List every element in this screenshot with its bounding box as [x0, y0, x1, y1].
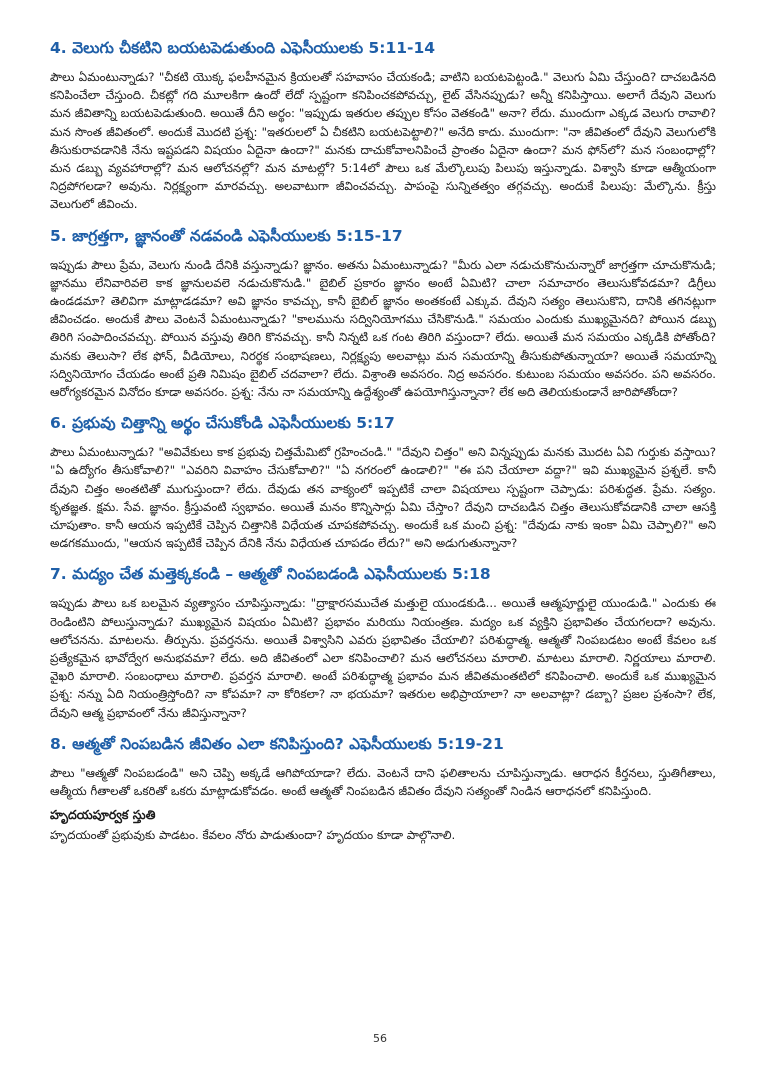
section-heading: 6. ప్రభువు చిత్తాన్ని అర్థం చేసుకోండి ఎఫెసీయులకు 5:17 [50, 414, 395, 433]
section-6 [50, 413, 716, 552]
section-paragraph: పౌలు "ఆత్మతో నింపబడండి" అని చెప్పి అక్కడే ఆగిపోయాడా? లేదు. వెంటనే దాని ఫలితాలను చూపిస్తున్నాడు. ఆరాధన కీర్తనలు, స్తుతిగీతాలు, ఆత్మీయ గీతాలతో ఒకరితో ఒకరు మాట్లాడుకోవడం. అంటే ఆత్మతో నింపబడిన జీవితం దేవుని సత్యంతో నిండిన ఆరాధనలో కనిపిస్తుంది. [50, 765, 716, 799]
section-heading: 8. ఆత్మతో నింపబడిన జీవితం ఎలా కనిపిస్తుంది? ఎఫెసీయులకు 5:19-21 [50, 734, 504, 753]
section-paragraph: ఇప్పుడు పౌలు ప్రేమ, వెలుగు నుండి దేనికి వస్తున్నాడు? జ్ఞానం. అతను ఏమంటున్నాడు? "మీరు ఎలా నడుచుకొనుచున్నారో జాగ్రత్తగా చూచుకొనుడి; జ్ఞానము లేనివారివలె కాక జ్ఞానులవలె నడుచుకొనుడి." బైబిల్ ప్రకారం జ్ఞానం అంటే ఏమిటి? చాలా సమాచారం తెలుసుకోవడమా? డిగ్రీలు ఉండడమా? తెలివిగా మాట్లాడడమా? అవి జ్ఞానం కావచ్చు, కానీ బైబిల్ జ్ఞానం అంతకంటే ఎక్కువ. దేవుని సత్యం తెలుసుకొని, దానికి తగినట్లుగా జీవించడం. అందుకే పౌలు వెంటనే ఏమంటున్నాడు? "కాలమును సద్వినియోగము చేసికొనుడి." సమయం ఎందుకు ముఖ్యమైనది? పోయిన డబ్బు తిరిగి సంపాదించవచ్చు. పోయిన వస్తువు తిరిగి కొనవచ్చు. కానీ నిన్నటి ఒక గంట తిరిగి వస్తుందా? లేదు. అయితే మన సమయం ఎక్కడికి పోతోంది? మనకు తెలుసా? లేక ఫోన్, వీడియోలు, నిరర్థక సంభాషణలు, నిర్లక్ష్యపు అలవాట్లు మన సమయాన్ని తీసుకుపోతున్నాయా? అయితే సమయాన్ని సద్వినియోగం చేయడం అంటే ప్రతి నిమిషం బైబిల్ చదవాలా? లేదు. విశ్రాంతి అవసరం. నిద్ర అవసరం. కుటుంబ సమయం అవసరం. పని అవసరం. ఆరోగ్యకరమైన వినోదం కూడా అవసరం. ప్రశ్న: నేను నా సమయాన్ని ఉద్దేశ్యంతో ఉపయోగిస్తున్నానా? లేక అది తెలియకుండానే జారిపోతోందా? [50, 257, 716, 400]
section-paragraph: పౌలు ఏమంటున్నాడు? "చీకటి యొక్క ఫలహీనమైన క్రియలతో సహవాసం చేయకండి; వాటిని బయటపెట్టండి." వెలుగు ఏమి చేస్తుంది? దాచబడినది కనిపించేలా చేస్తుంది. చీకట్లో గది మూలకిగా ఉందో లేదో స్పష్టంగా కనిపించకపోవచ్చు, లైట్ వేసినప్పుడు? అన్నీ కనిపిస్తాయి. అలాగే దేవుని వెలుగు మన జీవితాన్ని బయటపెడుతుంది. అయితే దీని అర్థం: "ఇప్పుడు ఇతరుల తప్పుల కోసం వెతకండి" అనా? లేదు. ముందుగా ఎక్కడ వెలుగు రావాలి? మన సొంత జీవితంలో. అందుకే మొదటి ప్రశ్న: "ఇతరులలో ఏ చీకటిని బయటపెట్టాలి?" అనేది కాదు. ముందుగా: "నా జీవితంలో దేవుని వెలుగులోకి తీసుకురావడానికి నేను ఇష్టపడని విషయం ఏదైనా ఉందా?" మనకు దాచుకోవాలనిపించే ప్రాంతం ఏదైనా ఉందా? మన ఫోన్‌లో? మన సంబంధాల్లో? మన డబ్బు వ్యవహారాల్లో? మన ఆలోచనల్లో? మన మాటల్లో? 5:14లో పౌలు ఒక మేల్కొలుపు పిలుపు ఇస్తున్నాడు. విశ్వాసి కూడా ఆత్మీయంగా నిద్రపోగలడా? అవును. నిర్లక్ష్యంగా మారవచ్చు. అలవాటుగా జీవించవచ్చు. పాపంపై సున్నితత్వం తగ్గవచ్చు. అందుకే పిలుపు: మేల్కొను. క్రీస్తు వెలుగులో జీవించు. [50, 70, 716, 212]
section-4 [50, 38, 716, 214]
subsection-paragraph: హృదయంతో ప్రభువుకు పాడటం. కేవలం నోరు పాడుతుందా? హృదయం కూడా పాల్గొనాలి. [50, 828, 456, 843]
section-paragraph: ఇప్పుడు పౌలు ఒక బలమైన వ్యత్యాసం చూపిస్తున్నాడు: "ద్రాక్షారసముచేత మత్తులై యుండకుడి... అయితే ఆత్మపూర్ణులై యుండుడి." ఎందుకు ఈ రెండింటిని పోలుస్తున్నాడు? ముఖ్యమైన విషయం ఏమిటి? ప్రభావం మరియు నియంత్రణ. మద్యం ఒక వ్యక్తిని ప్రభావితం చేయగలదా? అవును. ఆలోచనను. మాటలను. తీర్పును. ప్రవర్తనను. అయితే విశ్వాసిని ఎవరు ప్రభావితం చేయాలి? పరిశుద్ధాత్మ. ఆత్మతో నింపబడటం అంటే కేవలం ఒక ప్రత్యేకమైన భావోద్వేగ అనుభవమా? లేదు. అది జీవితంలో ఎలా కనిపించాలి? మన ఆలోచనలు మారాలి. మాటలు మారాలి. నిర్ణయాలు మారాలి. వైఖరి మారాలి. సంబంధాలు మారాలి. ప్రవర్తన మారాలి. అంటే పరిశుద్ధాత్మ ప్రభావం మన జీవితమంతటిలో కనిపించాలి. అందుకే ఒక ముఖ్యమైన ప్రశ్న: నన్ను ఏది నియంత్రిస్తోంది? నా కోపమా? నా కోరికలా? నా భయమా? ఇతరుల అభిప్రాయాలా? నా అలవాట్లా? డబ్బా? ప్రజల ప్రశంసా? లేక, దేవుని ఆత్మ ప్రభావంలో నేను జీవిస్తున్నానా? [50, 596, 716, 720]
page-number: 56 [373, 1032, 387, 1045]
section-7 [50, 564, 716, 721]
section-heading: 5. జాగ్రత్తగా, జ్ఞానంతో నడవండి ఎఫెసీయులకు 5:15-17 [50, 226, 403, 245]
section-heading: 4. వెలుగు చీకటిని బయటపెడుతుంది ఎఫెసీయులకు 5:11-14 [50, 39, 436, 57]
section-heading: 7. మద్యం చేత మత్తెక్కకండి – ఆత్మతో నింపబడండి ఎఫెసీయులకు 5:18 [50, 565, 491, 584]
section-paragraph: పౌలు ఏమంటున్నాడు? "అవివేకులు కాక ప్రభువు చిత్తమేమిటో గ్రహించండి." "దేవుని చిత్తం" అని విన్నప్పుడు మనకు మొదట ఏవి గుర్తుకు వస్తాయి? "ఏ ఉద్యోగం తీసుకోవాలి?" "ఎవరిని వివాహం చేసుకోవాలి?" "ఏ నగరంలో ఉండాలి?" "ఈ పని చేయాలా వద్దా?" ఇవి ముఖ్యమైన ప్రశ్నలే. కానీ దేవుని చిత్తం అంతటితో ముగుస్తుందా? లేదు. దేవుడు తన వాక్యంలో ఇప్పటికే చాలా విషయాలు స్పష్టంగా చెప్పాడు: పరిశుద్ధత. ప్రేమ. సత్యం. కృతజ్ఞత. క్షమ. సేవ. జ్ఞానం. క్రీస్తువంటి స్వభావం. అయితే మనం కొన్నిసార్లు ఏమి చేస్తాం? దేవుని దాచబడిన చిత్తం తెలుసుకోవడానికి చాలా ఆసక్తి చూపుతాం. కానీ ఆయన ఇప్పటికే చెప్పిన చిత్తానికి విధేయత చూపకపోవచ్చు. అందుకే ఒక మంచి ప్రశ్న: "దేవుడు నాకు ఇంకా ఏమి చెప్పాలి?" అని అడగకముందు, "ఆయన ఇప్పటికే చెప్పిన దేనికి నేను విధేయత చూపడం లేదు?" అని అడుగుతున్నానా? [50, 445, 716, 551]
section-8 [50, 734, 716, 845]
section-5 [50, 226, 716, 402]
subsection-heading: హృదయపూర్వక స్తుతి [50, 807, 156, 823]
